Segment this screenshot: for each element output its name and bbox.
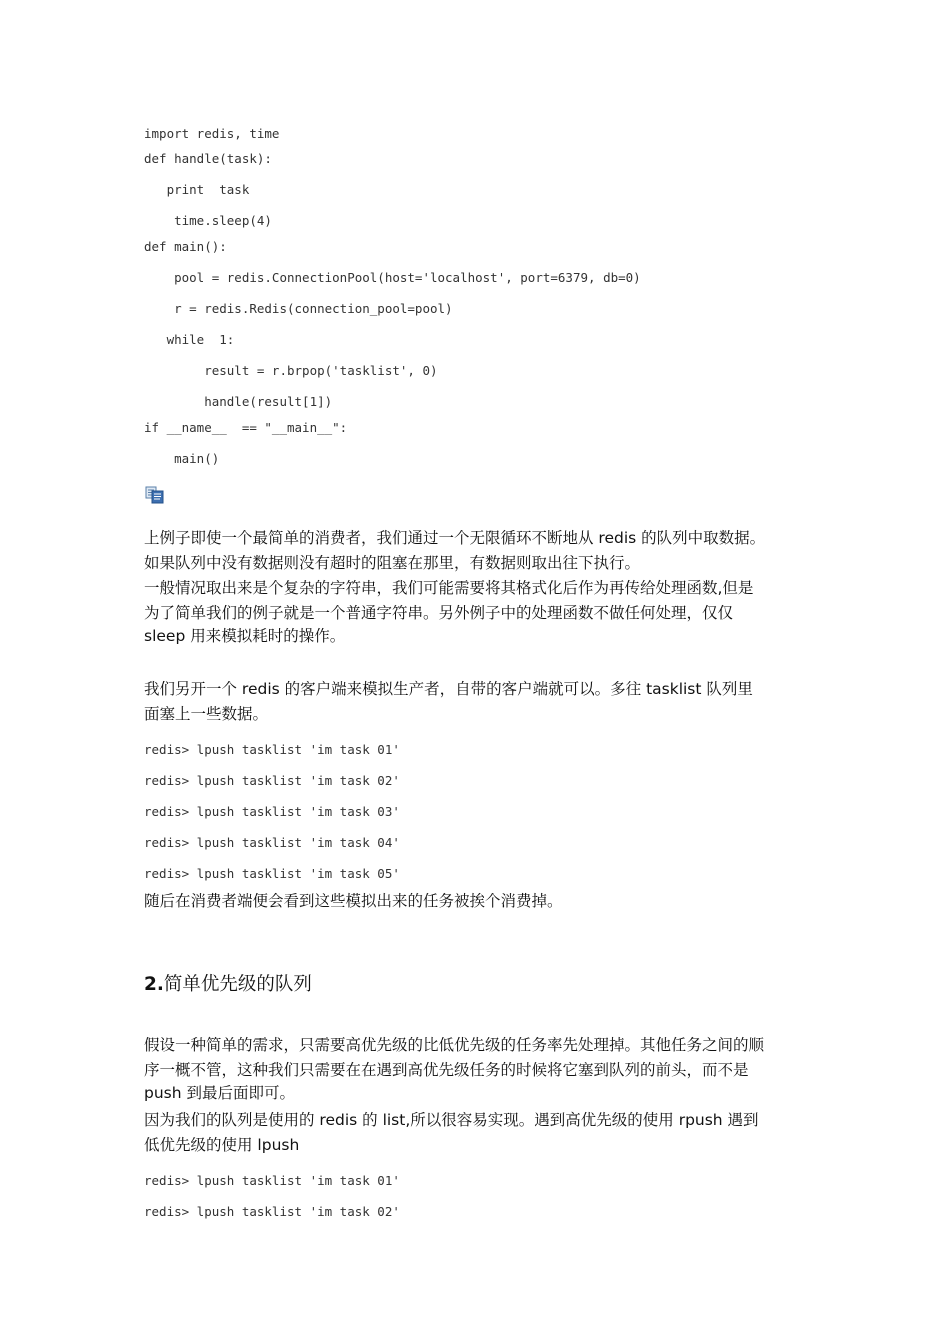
section-title: 简单优先级的队列 (163, 974, 312, 995)
code-line: redis> lpush tasklist 'im task 03' (144, 804, 400, 819)
code-line: redis> lpush tasklist 'im task 02' (144, 773, 400, 788)
code-line: redis> lpush tasklist 'im task 01' (144, 742, 400, 757)
code-line: while 1: (144, 332, 235, 347)
paragraph-line: 随后在消费者端便会看到这些模拟出来的任务被挨个消费掉。 (144, 892, 563, 910)
code-line: redis> lpush tasklist 'im task 01' (144, 1173, 400, 1188)
paragraph-line: 我们另开一个 redis 的客户端来模拟生产者，自带的客户端就可以。多往 tasklist 队列里 (144, 680, 753, 698)
code-line: if __name__ == "__main__": (144, 420, 348, 435)
code-line: def main(): (144, 239, 227, 254)
code-line: time.sleep(4) (144, 213, 272, 228)
paragraph-line: 一般情况取出来是个复杂的字符串，我们可能需要将其格式化后作为再传给处理函数,但是 (144, 579, 754, 597)
paragraph-line: 面塞上一些数据。 (144, 705, 269, 723)
code-line: handle(result[1]) (144, 394, 333, 409)
code-line: print task (144, 182, 250, 197)
code-line: redis> lpush tasklist 'im task 05' (144, 866, 400, 881)
code-line: r = redis.Redis(connection_pool=pool) (144, 301, 453, 316)
paragraph-line: push 到最后面即可。 (144, 1084, 295, 1102)
code-line: def handle(task): (144, 151, 272, 166)
paragraph-line: 序一概不管，这种我们只需要在在遇到高优先级任务的时候将它塞到队列的前头，而不是 (144, 1061, 749, 1079)
code-line: redis> lpush tasklist 'im task 02' (144, 1204, 400, 1219)
paragraph-line: 低优先级的使用 lpush (144, 1136, 300, 1154)
paragraph-line: 上例子即使一个最简单的消费者，我们通过一个无限循环不断地从 redis 的队列中取数据。 (144, 529, 766, 547)
section-number: 2. (144, 974, 164, 995)
code-line: main() (144, 451, 220, 466)
code-line: result = r.brpop('tasklist', 0) (144, 363, 438, 378)
code-line: redis> lpush tasklist 'im task 04' (144, 835, 400, 850)
paragraph-line: sleep 用来模拟耗时的操作。 (144, 627, 346, 645)
paragraph-line: 因为我们的队列是使用的 redis 的 list,所以很容易实现。遇到高优先级的使用 rpush 遇到 (144, 1111, 759, 1129)
paragraph-line: 假设一种简单的需求，只需要高优先级的比低优先级的任务率先处理掉。其他任务之间的顺 (144, 1036, 765, 1054)
paragraph-line: 如果队列中没有数据则没有超时的阻塞在那里，有数据则取出往下执行。 (144, 554, 641, 572)
paragraph-line: 为了简单我们的例子就是一个普通字符串。另外例子中的处理函数不做任何处理，仅仅 (144, 604, 734, 622)
code-line: import redis, time (144, 126, 280, 141)
section-heading (144, 972, 312, 998)
copy-code-icon[interactable] (145, 486, 165, 504)
code-line: pool = redis.ConnectionPool(host='localhost', port=6379, db=0) (144, 270, 641, 285)
